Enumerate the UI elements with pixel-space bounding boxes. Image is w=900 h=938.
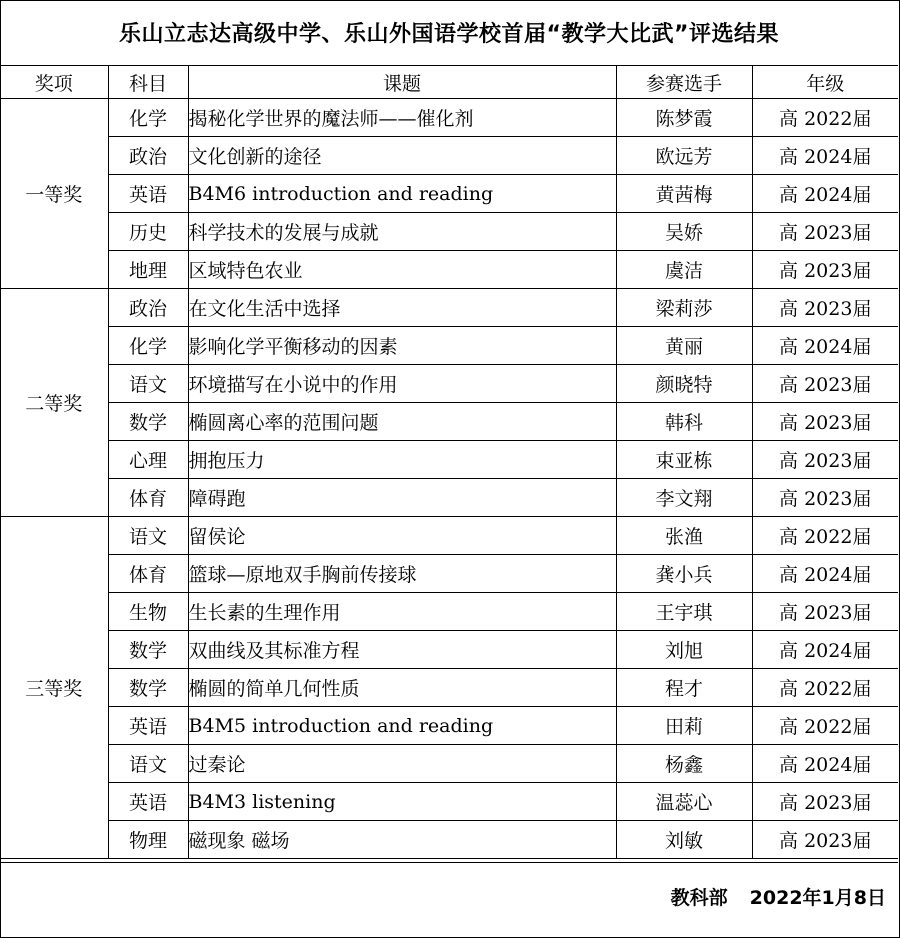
grade-cell: 高 2022届 [752, 517, 898, 555]
topic-cell: 过秦论 [188, 745, 616, 783]
table-row [0, 555, 898, 593]
table-row [0, 479, 898, 517]
grade-cell: 高 2024届 [752, 175, 898, 213]
grade-cell: 高 2023届 [752, 479, 898, 517]
topic-cell: 环境描写在小说中的作用 [188, 365, 616, 403]
header-row [0, 66, 898, 99]
subject-cell: 数学 [108, 669, 188, 707]
grade-cell: 高 2022届 [752, 99, 898, 137]
subject-cell: 政治 [108, 289, 188, 327]
table-row [0, 365, 898, 403]
topic-cell: 拥抱压力 [188, 441, 616, 479]
table-row [0, 745, 898, 783]
topic-cell: 椭圆离心率的范围问题 [188, 403, 616, 441]
topic-cell: 揭秘化学世界的魔法师——催化剂 [188, 99, 616, 137]
subject-cell: 英语 [108, 707, 188, 745]
table-row [0, 213, 898, 251]
results-table [0, 66, 898, 859]
topic-cell: 双曲线及其标准方程 [188, 631, 616, 669]
award-cell: 一等奖 [0, 99, 108, 289]
grade-cell: 高 2024届 [752, 555, 898, 593]
student-cell: 束亚栋 [616, 441, 752, 479]
student-cell: 颜晓特 [616, 365, 752, 403]
subject-cell: 数学 [108, 631, 188, 669]
student-cell: 刘旭 [616, 631, 752, 669]
subject-cell: 政治 [108, 137, 188, 175]
student-cell: 韩科 [616, 403, 752, 441]
header-award: 奖项 [0, 66, 108, 99]
topic-cell: 在文化生活中选择 [188, 289, 616, 327]
table-row [0, 175, 898, 213]
subject-cell: 物理 [108, 821, 188, 859]
subject-cell: 体育 [108, 555, 188, 593]
grade-cell: 高 2024届 [752, 631, 898, 669]
topic-cell: B4M5 introduction and reading [188, 707, 616, 745]
student-cell: 张渔 [616, 517, 752, 555]
grade-cell: 高 2024届 [752, 745, 898, 783]
table-row [0, 821, 898, 859]
student-cell: 田莉 [616, 707, 752, 745]
footer [0, 862, 898, 937]
footer-signature [671, 883, 886, 910]
footer-date: 2022年1月8日 [749, 887, 886, 909]
table-row [0, 593, 898, 631]
header-grade: 年级 [752, 66, 898, 99]
table-row [0, 707, 898, 745]
subject-cell: 英语 [108, 783, 188, 821]
student-cell: 梁莉莎 [616, 289, 752, 327]
topic-cell: B4M6 introduction and reading [188, 175, 616, 213]
subject-cell: 数学 [108, 403, 188, 441]
grade-cell: 高 2024届 [752, 137, 898, 175]
grade-cell: 高 2023届 [752, 821, 898, 859]
topic-cell: 文化创新的途径 [188, 137, 616, 175]
student-cell: 吴娇 [616, 213, 752, 251]
table-row [0, 669, 898, 707]
student-cell: 温蕊心 [616, 783, 752, 821]
header-topic: 课题 [188, 66, 616, 99]
subject-cell: 英语 [108, 175, 188, 213]
grade-cell: 高 2023届 [752, 441, 898, 479]
grade-cell: 高 2022届 [752, 707, 898, 745]
topic-cell: 磁现象 磁场 [188, 821, 616, 859]
subject-cell: 语文 [108, 365, 188, 403]
award-cell: 二等奖 [0, 289, 108, 517]
subject-cell: 心理 [108, 441, 188, 479]
table-row [0, 517, 898, 555]
topic-cell: 篮球—原地双手胸前传接球 [188, 555, 616, 593]
grade-cell: 高 2023届 [752, 403, 898, 441]
grade-cell: 高 2023届 [752, 365, 898, 403]
topic-cell: 留侯论 [188, 517, 616, 555]
student-cell: 陈梦霞 [616, 99, 752, 137]
subject-cell: 生物 [108, 593, 188, 631]
student-cell: 黄茜梅 [616, 175, 752, 213]
subject-cell: 化学 [108, 327, 188, 365]
table-row [0, 99, 898, 137]
subject-cell: 体育 [108, 479, 188, 517]
student-cell: 虞洁 [616, 251, 752, 289]
subject-cell: 化学 [108, 99, 188, 137]
table-row [0, 631, 898, 669]
table-row [0, 251, 898, 289]
grade-cell: 高 2022届 [752, 669, 898, 707]
student-cell: 李文翔 [616, 479, 752, 517]
student-cell: 程才 [616, 669, 752, 707]
table-row [0, 137, 898, 175]
student-cell: 杨鑫 [616, 745, 752, 783]
subject-cell: 地理 [108, 251, 188, 289]
grade-cell: 高 2023届 [752, 593, 898, 631]
table-row [0, 289, 898, 327]
student-cell: 王宇琪 [616, 593, 752, 631]
grade-cell: 高 2023届 [752, 251, 898, 289]
subject-cell: 历史 [108, 213, 188, 251]
topic-cell: 影响化学平衡移动的因素 [188, 327, 616, 365]
footer-department: 教科部 [670, 887, 728, 909]
topic-cell: 椭圆的简单几何性质 [188, 669, 616, 707]
results-body [0, 99, 898, 859]
student-cell: 欧远芳 [616, 137, 752, 175]
student-cell: 黄丽 [616, 327, 752, 365]
grade-cell: 高 2023届 [752, 783, 898, 821]
header-student: 参赛选手 [616, 66, 752, 99]
page-title: 乐山立志达高级中学、乐山外国语学校首届“教学大比武”评选结果 [0, 0, 898, 66]
topic-cell: 障碍跑 [188, 479, 616, 517]
grade-cell: 高 2023届 [752, 213, 898, 251]
award-cell: 三等奖 [0, 517, 108, 859]
table-row [0, 403, 898, 441]
subject-cell: 语文 [108, 517, 188, 555]
table-row [0, 783, 898, 821]
topic-cell: B4M3 listening [188, 783, 616, 821]
subject-cell: 语文 [108, 745, 188, 783]
topic-cell: 科学技术的发展与成就 [188, 213, 616, 251]
table-row [0, 327, 898, 365]
topic-cell: 区域特色农业 [188, 251, 616, 289]
header-subject: 科目 [108, 66, 188, 99]
topic-cell: 生长素的生理作用 [188, 593, 616, 631]
student-cell: 刘敏 [616, 821, 752, 859]
grade-cell: 高 2023届 [752, 289, 898, 327]
student-cell: 龚小兵 [616, 555, 752, 593]
grade-cell: 高 2024届 [752, 327, 898, 365]
table-row [0, 441, 898, 479]
